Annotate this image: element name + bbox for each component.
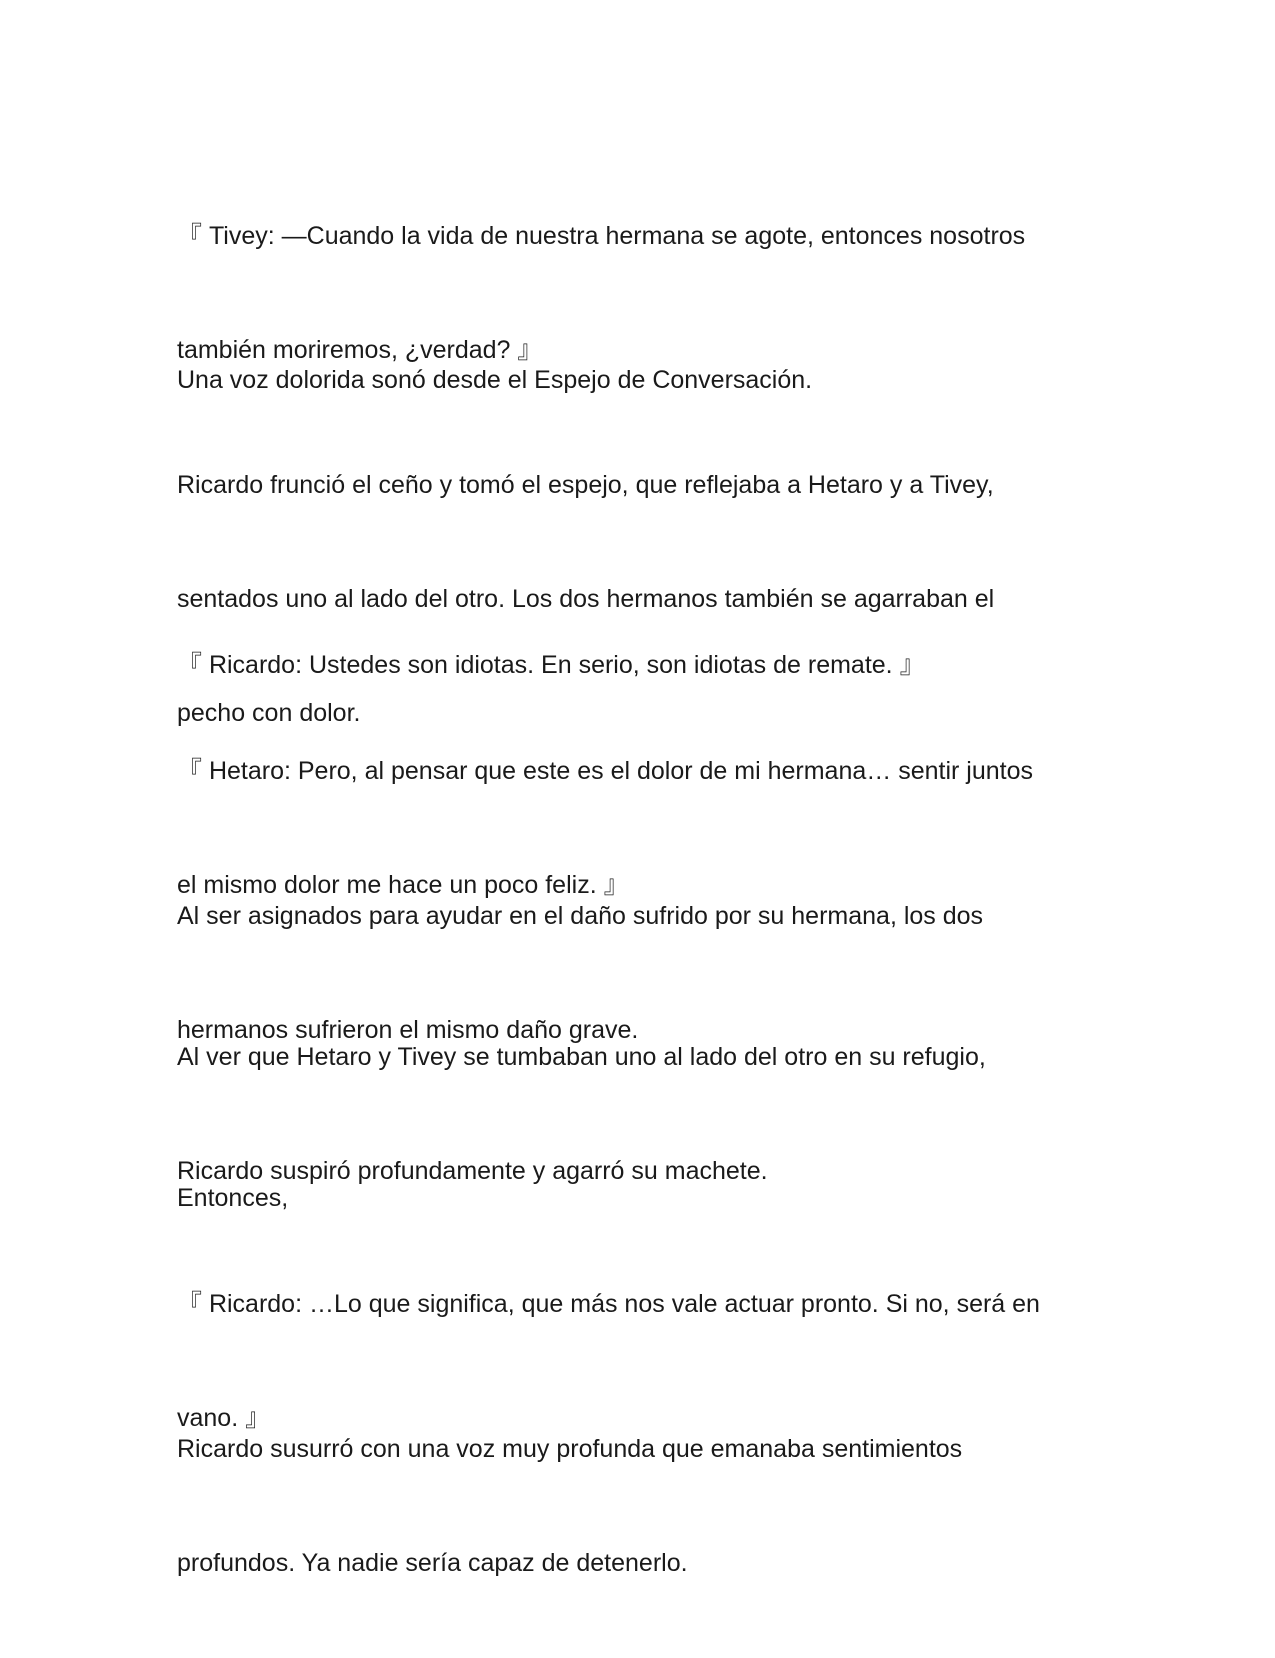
- text-line: sentados uno al lado del otro. Los dos hermanos también se agarraban el: [177, 585, 995, 613]
- text-line: profundos. Ya nadie sería capaz de detenerlo.: [177, 1549, 688, 1577]
- text-line: hermanos sufrieron el mismo daño grave.: [177, 1016, 639, 1044]
- paragraph-narration: [177, 1354, 1097, 1658]
- text-line: también moriremos, ¿verdad? 』: [177, 336, 543, 364]
- text-line: 『 Ricardo: …Lo que significa, que más nos vale actuar pronto. Si no, será en: [177, 1290, 1040, 1318]
- text-line: Entonces,: [177, 1184, 289, 1212]
- text-line: Ricardo susurró con una voz muy profunda que emanaba sentimientos: [177, 1435, 963, 1463]
- text-line: vano. 』: [177, 1404, 271, 1432]
- text-line: Ricardo suspiró profundamente y agarró su machete.: [177, 1157, 768, 1185]
- text-line: Ricardo frunció el ceño y tomó el espejo, que reflejaba a Hetaro y a Tivey,: [177, 471, 994, 499]
- text-line: Al ver que Hetaro y Tivey se tumbaban uno al lado del otro en su refugio,: [177, 1043, 986, 1071]
- text-line: 『 Hetaro: Pero, al pensar que este es el dolor de mi hermana… sentir juntos: [177, 757, 1033, 785]
- text-line: Una voz dolorida sonó desde el Espejo de Conversación.: [177, 366, 813, 394]
- text-line: Al ser asignados para ayudar en el daño sufrido por su hermana, los dos: [177, 902, 984, 930]
- text-line: pecho con dolor.: [177, 699, 361, 727]
- text-line: 『 Tivey: —Cuando la vida de nuestra hermana se agote, entonces nosotros: [177, 222, 1026, 250]
- text-line: el mismo dolor me hace un poco feliz. 』: [177, 871, 629, 899]
- text-line: 『 Ricardo: Ustedes son idiotas. En serio, son idiotas de remate. 』: [177, 651, 925, 679]
